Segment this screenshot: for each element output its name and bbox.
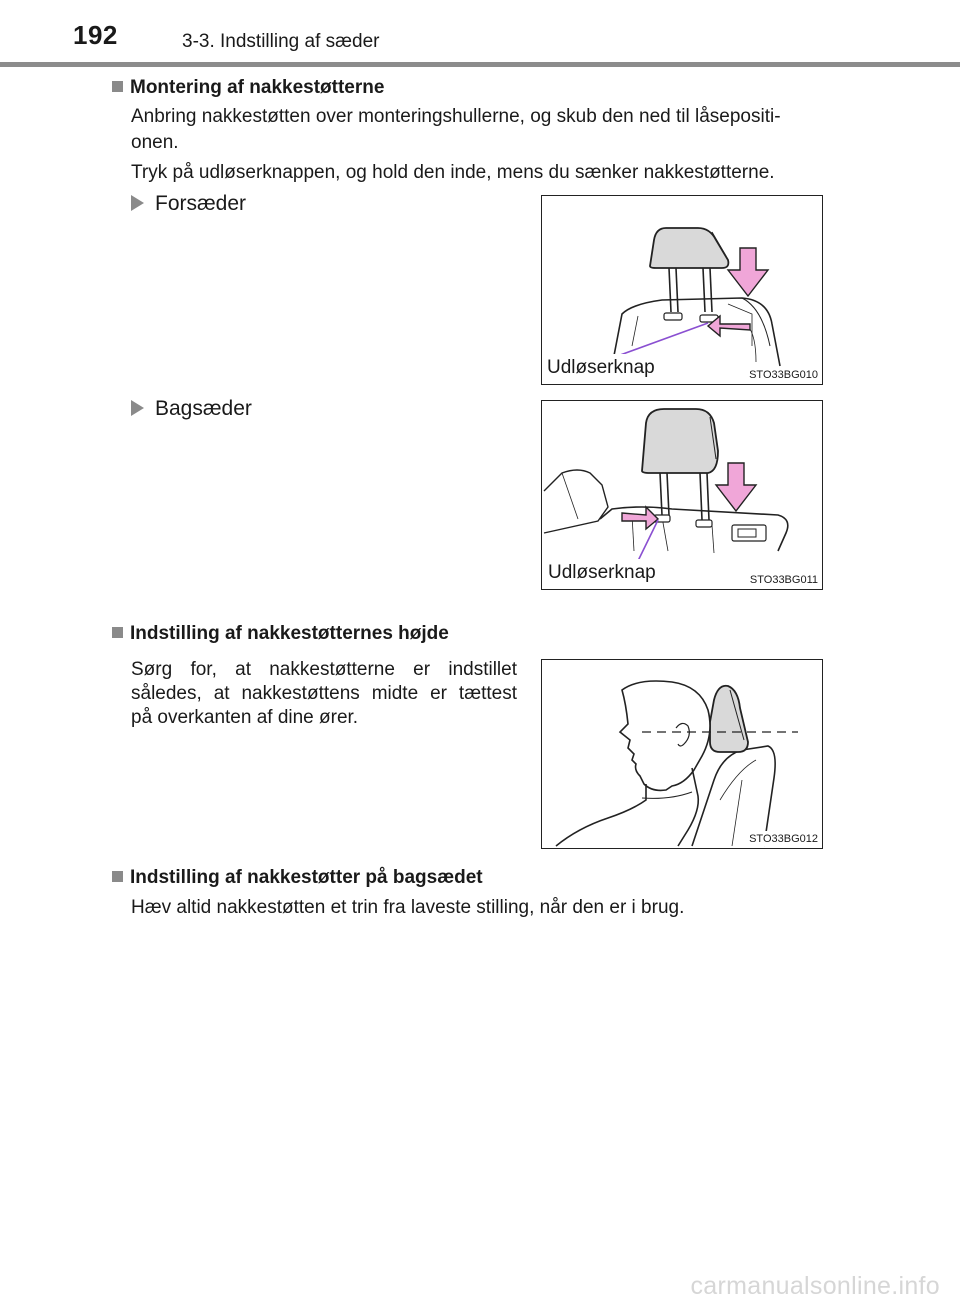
height-line-3: på overkanten af dine ører.: [131, 707, 359, 728]
figure-headrest-height: [541, 659, 823, 849]
section-title: 3-3. Indstilling af sæder: [182, 31, 380, 52]
rear-seats-label: [131, 397, 252, 421]
figure-front-seat-headrest: [541, 195, 823, 385]
figure-code-front: STO33BG010: [749, 369, 818, 381]
rear-seat-paragraph: Hæv altid nakkestøtten et trin fra laveste stilling, når den er i brug.: [131, 897, 685, 918]
watermark: carmanualsonline.info: [690, 1272, 940, 1300]
height-heading-text: Indstilling af nakkestøtternes højde: [130, 623, 449, 644]
figure-rear-seat-headrest: [541, 400, 823, 590]
rear-seat-heading-text: Indstilling af nakkestøtter på bagsædet: [130, 867, 483, 888]
square-bullet-icon: [112, 871, 123, 882]
front-seats-text: Forsæder: [155, 192, 247, 215]
height-heading: [112, 623, 449, 645]
height-line-1: Sørg for, at nakkestøtterne er indstillet: [131, 659, 517, 680]
front-seats-label: [131, 192, 246, 216]
square-bullet-icon: [112, 81, 123, 92]
mounting-heading-text: Montering af nakkestøtterne: [130, 77, 385, 98]
figure-code-height: STO33BG012: [749, 833, 818, 845]
square-bullet-icon: [112, 627, 123, 638]
triangle-bullet-icon: [131, 195, 144, 211]
page-number: 192: [73, 20, 118, 50]
head-position-illustration: [542, 660, 822, 848]
release-button-callout-front: Udløserknap: [547, 357, 655, 378]
mounting-heading: [112, 77, 384, 99]
mounting-p1-line2: onen.: [131, 132, 179, 153]
release-button-callout-rear: Udløserknap: [548, 562, 656, 583]
mounting-paragraph-1: [131, 104, 781, 156]
rear-seat-illustration: [542, 401, 822, 589]
rear-seat-heading: [112, 867, 483, 889]
triangle-bullet-icon: [131, 400, 144, 416]
header-divider: [0, 62, 960, 67]
height-line-2: således, at nakkestøttens midte er tættest: [131, 683, 517, 704]
mounting-paragraph-2: Tryk på udløserknappen, og hold den inde, mens du sænker nakkestøtterne.: [131, 162, 775, 183]
rear-seats-text: Bagsæder: [155, 397, 252, 420]
figure-code-rear: STO33BG011: [749, 574, 818, 586]
mounting-p1-line1: Anbring nakkestøtten over monteringshullerne, og skub den ned til låsepositi-: [131, 106, 781, 127]
front-seat-illustration: [542, 196, 822, 384]
